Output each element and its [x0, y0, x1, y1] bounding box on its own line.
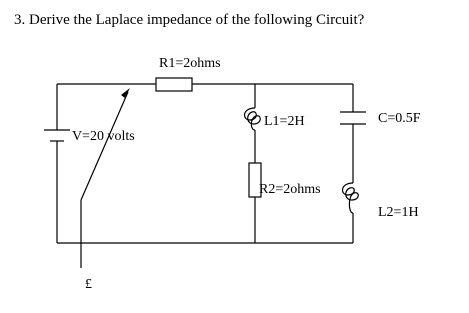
capacitor	[340, 112, 366, 124]
r2-label: R2=2ohms	[259, 182, 321, 197]
voltage-label: V=20 volts	[72, 129, 135, 144]
l1-label: L1=2H	[264, 114, 305, 129]
switch-arm	[81, 92, 128, 200]
l2-label: L2=1H	[378, 205, 419, 220]
question-text: 3. Derive the Laplace impedance of the following Circuit?	[14, 12, 365, 28]
r1-resistor	[156, 78, 192, 91]
l2-inductor	[343, 183, 359, 213]
switch-arrow	[81, 88, 130, 268]
voltage-source	[44, 130, 70, 141]
capacitor-label: C=0.5F	[378, 111, 421, 126]
current-symbol: £	[85, 277, 92, 292]
l1-inductor	[245, 108, 261, 130]
r1-label: R1=2ohms	[159, 56, 221, 71]
switch-arrowhead	[121, 88, 130, 98]
circuit-wires	[57, 84, 353, 243]
